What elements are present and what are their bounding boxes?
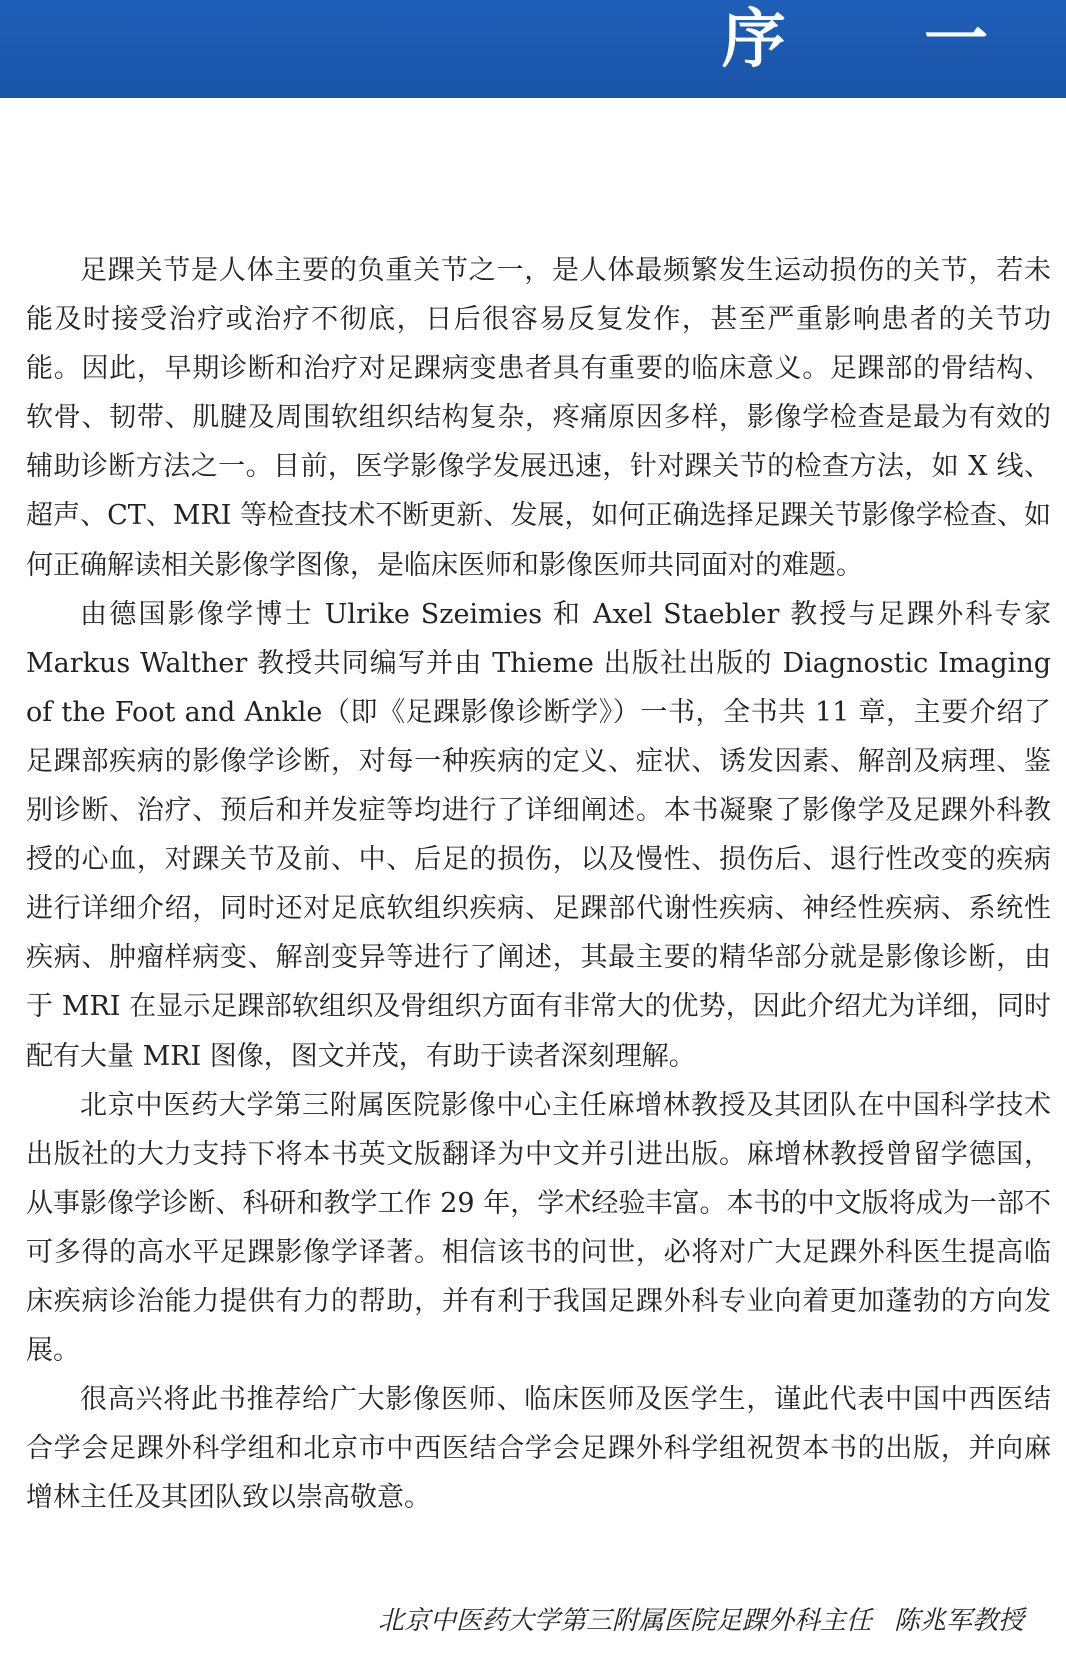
header-band: [0, 0, 1066, 98]
paragraph-1: 足踝关节是人体主要的负重关节之一，是人体最频繁发生运动损伤的关节，若未能及时接受治疗或治疗不彻底，日后很容易反复发作，甚至严重影响患者的关节功能。因此，早期诊断和治疗对足踝病变患者具有重要的临床意义。足踝部的骨结构、软骨、韧带、肌腱及周围软组织结构复杂，疼痛原因多样，影像学检查是最为有效的辅助诊断方法之一。目前，医学影像学发展迅速，针对踝关节的检查方法，如 X 线、超声、CT、MRI 等检查技术不断更新、发展，如何正确选择足踝关节影像学检查、如何正确解读相关影像学图像，是临床医师和影像医师共同面对的难题。: [26, 255, 1051, 581]
signature: [378, 1606, 1024, 1636]
paragraph-2: 由德国影像学博士 Ulrike Szeimies 和 Axel Staebler 教授与足踝外科专家 Markus Walther 教授共同编写并由 Thieme 出版社出版的 Diagnostic Imaging of the Foot and Ankle（即《足踝影像诊断学》）一书，全书共 11 章，主要介绍了足踝部疾病的影像学诊断，对每一种疾病的定义、症状、诱发因素、解剖及病理、鉴别诊断、治疗、预后和并发症等均进行了详细阐述。本书凝聚了影像学及足踝外科教授的心血，对踝关节及前、中、后足的损伤，以及慢性、损伤后、退行性改变的疾病进行详细介绍，同时还对足底软组织疾病、足踝部代谢性疾病、神经性疾病、系统性疾病、肿瘤样病变、解剖变异等进行了阐述，其最主要的精华部分就是影像诊断，由于 MRI 在显示足踝部软组织及骨组织方面有非常大的优势，因此介绍尤为详细，同时配有大量 MRI 图像，图文并茂，有助于读者深刻理解。: [26, 598, 1051, 1072]
signature-name: 陈兆军教授: [893, 1606, 1024, 1636]
signature-affiliation: 北京中医药大学第三附属医院足踝外科主任: [377, 1606, 872, 1636]
paragraph-4: 很高兴将此书推荐给广大影像医师、临床医师及医学生，谨此代表中国中西医结合学会足踝外科学组和北京市中西医结合学会足踝外科学组祝贺本书的出版，并向麻增林主任及其团队致以崇高敬意。: [26, 1384, 1051, 1514]
paragraph-3: 北京中医药大学第三附属医院影像中心主任麻增林教授及其团队在中国科学技术出版社的大力支持下将本书英文版翻译为中文并引进出版。麻增林教授曾留学德国，从事影像学诊断、科研和教学工作 29 年，学术经验丰富。本书的中文版将成为一部不可多得的高水平足踝影像学译著。相信该书的问世，必将对广大足踝外科医生提高临床疾病诊治能力提供有力的帮助，并有利于我国足踝外科专业向着更加蓬勃的方向发展。: [26, 1089, 1051, 1367]
section-title: 序 一: [721, 2, 1046, 77]
preface-body: [26, 246, 1051, 1522]
